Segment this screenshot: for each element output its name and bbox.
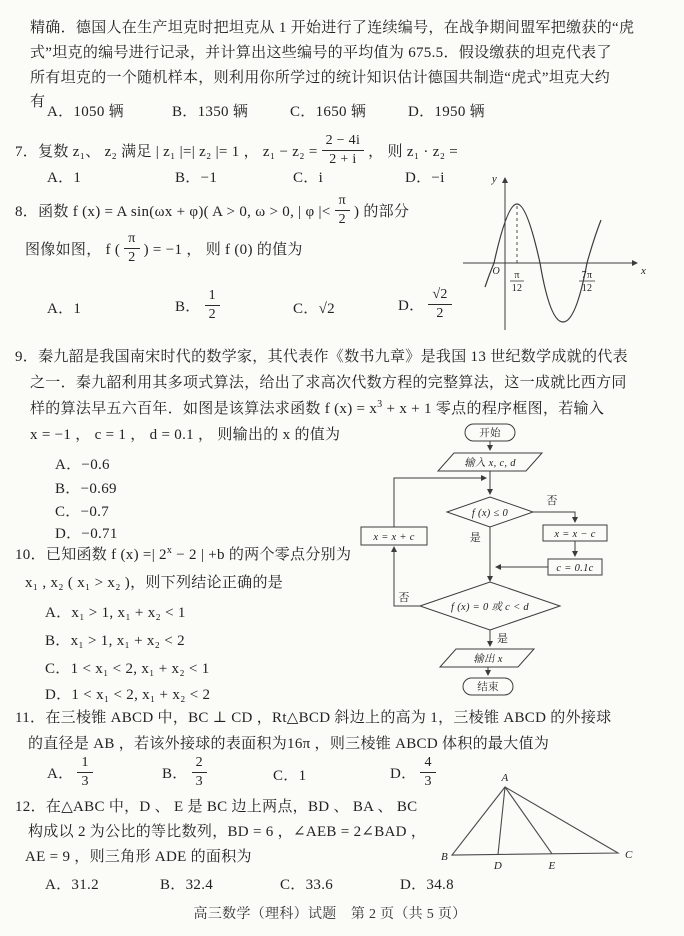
flow-no-1-label: 否 xyxy=(546,495,558,507)
flow-yes-1-label: 是 xyxy=(469,532,481,544)
flow-decision-1-label: f (x) ≤ 0 xyxy=(471,508,509,519)
tick-pi-12-den: 12 xyxy=(511,283,523,294)
q10-line-1: 10．已知函数 f (x) =| $2^x - 2$ | +b 的两个零点分别为 xyxy=(15,545,352,563)
q9-line-1: 9．秦九韶是我国南宋时代的数学家，其代表作《数书九章》是我国 13 世纪数学成就的代表 xyxy=(15,349,628,365)
q7-text-pre: 7．复数 z₁、 z₂ 满足 | z₁ |=| z₂ |= 1 ， z₁ − z₂ = xyxy=(15,143,318,160)
q9-option-d: D．−0.71 xyxy=(55,526,118,542)
q6-line-2: 式”坦克的编号进行记录，并计算出这些编号的平均值为 675.5．假设缴获的坦克代表了 xyxy=(30,45,612,61)
q7-statement xyxy=(15,128,458,172)
cevian-ad xyxy=(498,787,505,855)
q7-fraction: $\frac{2 - 4i}{2 + i}$ xyxy=(322,133,365,167)
q8-option-d-fraction: $\frac{√2}{2}$ xyxy=(428,287,451,321)
q12-line-3: AE = 9 ，则三角形 ADE 的面积为 xyxy=(25,849,252,865)
q7-option-c: C．i xyxy=(293,170,324,186)
flow-input-label: 输入 x, c, d xyxy=(464,458,516,469)
q6-line-4: 有 xyxy=(30,94,46,110)
flow-box-x-plus-c-label: x = x + c xyxy=(373,532,415,543)
q9-flowchart xyxy=(350,420,620,702)
flow-box-x-minus-c-label: x = x − c xyxy=(554,529,596,540)
q10-option-b: B．x₁ > 1, x₁ + x₂ < 2 xyxy=(45,633,185,649)
q8-statement-line2 xyxy=(25,228,303,268)
q12-option-c: C．33.6 xyxy=(280,877,334,893)
flow-no-2-label: 否 xyxy=(398,592,410,604)
triangle-abc xyxy=(452,787,618,855)
q8-option-d: D． $\frac{√2}{2}$ xyxy=(398,284,456,324)
q10-line-2: x₁ , x₂ ( x₁ > x₂ )，则下列结论正确的是 xyxy=(25,575,284,591)
vertex-c-label: C xyxy=(625,849,633,861)
q11-option-a: A． $\frac{1}{3}$ xyxy=(47,752,97,792)
flow-end-label: 结束 xyxy=(477,682,499,693)
flow-start-label: 开始 xyxy=(479,428,501,439)
tick-pi-12-num: π xyxy=(514,270,520,281)
q11-option-b-fraction: $\frac{2}{3}$ xyxy=(192,755,207,789)
flow-connector xyxy=(394,478,486,527)
q8-sine-graph xyxy=(443,170,658,340)
q11-option-c: C．1 xyxy=(273,768,307,784)
point-e-label: E xyxy=(548,860,556,872)
tick-7pi-12-num: 7π xyxy=(581,270,593,281)
q10-option-c: C．1 < x₁ < 2, x₁ + x₂ < 1 xyxy=(45,661,210,677)
q9-option-a: A．−0.6 xyxy=(55,457,110,473)
q8-text-post: ) 的部分 xyxy=(353,203,410,220)
q11-line-2: 的直径是 AB ，若该外接球的表面积为16π ，则三棱锥 ABCD 体积的最大值为 xyxy=(28,736,550,752)
q8-text-l2b: ) = −1 ， 则 f (0) 的值为 xyxy=(143,241,303,258)
q11-option-b: B． $\frac{2}{3}$ xyxy=(162,752,211,792)
q6-option-b: B．1350 辆 xyxy=(172,104,249,120)
flow-box-c-01c-label: c = 0.1c xyxy=(556,563,594,574)
q11-option-a-fraction: $\frac{1}{3}$ xyxy=(77,755,92,789)
q8-option-a: A．1 xyxy=(47,301,82,317)
q6-option-c: C．1650 辆 xyxy=(290,104,367,120)
q12-option-a: A．31.2 xyxy=(45,877,99,893)
q9-option-b: B．−0.69 xyxy=(55,481,117,497)
vertex-a-label: A xyxy=(501,772,509,784)
q10-option-a: A．x₁ > 1, x₁ + x₂ < 1 xyxy=(45,605,186,621)
q9-line-2: 之一．秦九韶利用其多项式算法，给出了求高次代数方程的完整算法，这一成就比西方同 xyxy=(30,375,627,391)
q11-option-d-fraction: $\frac{4}{3}$ xyxy=(420,755,435,789)
q8-text-l2a: 图像如图， f ( xyxy=(25,241,121,258)
y-axis-label: y xyxy=(491,173,497,185)
q11-line-1: 11．在三棱锥 ABCD 中，BC ⊥ CD ，Rt△BCD 斜边上的高为 1，三棱锥 ABCD 的外接球 xyxy=(15,710,612,726)
flow-output-label: 输出 x xyxy=(473,654,503,665)
q12-option-d: D．34.8 xyxy=(400,877,454,893)
cevian-ae xyxy=(505,787,552,854)
flow-connector xyxy=(533,512,575,522)
q7-option-d: D．−i xyxy=(405,170,445,186)
origin-label: O xyxy=(492,266,500,277)
flow-decision-2-label: f (x) = 0 或 c < d xyxy=(451,602,529,613)
q10-option-d: D．1 < x₁ < 2, x₁ + x₂ < 2 xyxy=(45,687,211,703)
x-axis-label: x xyxy=(641,265,647,277)
q11-option-d: D． $\frac{4}{3}$ xyxy=(390,752,440,792)
q7-option-a: A．1 xyxy=(47,170,82,186)
q8-option-c: C．√2 xyxy=(293,301,335,317)
q8-statement-line1 xyxy=(15,190,409,230)
q7-option-b: B．−1 xyxy=(175,170,218,186)
q12-line-2: 构成以 2 为公比的等比数列，BD = 6 ，∠AEB = 2∠BAD ， xyxy=(28,824,427,840)
q9-line-4: x = −1 ， c = 1 ， d = 0.1 ， 则输出的 x 的值为 xyxy=(30,427,341,443)
q12-triangle-diagram xyxy=(435,768,660,886)
point-d-label: D xyxy=(493,860,503,872)
q6-line-3: 所有坦克的一个随机样本，则利用你所学过的统计知识估计德国共制造“虎式”坦克大约 xyxy=(30,70,611,86)
q6-line-1: 精确．德国人在生产坦克时把坦克从 1 开始进行了连续编号，在战争期间盟军把缴获的“虎 xyxy=(30,20,635,36)
q7-text-post: ， 则 z₁ · z₂ = xyxy=(368,143,459,160)
q9-option-c: C．−0.7 xyxy=(55,504,110,520)
q9-line-3: 样的算法早五六百年．如图是该算法求函数 f $(x) = x^3 + x + 1$ 零点的程序框图，若输入 xyxy=(30,399,605,417)
q6-option-d: D．1950 辆 xyxy=(408,104,485,120)
q8-half-pi-fraction: $\frac{\pi}{2}$ xyxy=(335,193,350,227)
q12-line-1: 12．在△ABC 中，D 、 E 是 BC 边上两点，BD 、 BA 、 BC xyxy=(15,799,418,815)
page-footer: 高三数学（理科）试题 第 2 页（共 5 页） xyxy=(193,907,467,922)
q8-text-pre: 8．函数 f (x) = A sin(ωx + φ)( A > 0, ω > 0, | φ |< xyxy=(15,203,331,220)
vertex-b-label: B xyxy=(440,851,448,863)
q8-option-b-fraction: $\frac{1}{2}$ xyxy=(205,288,220,322)
tick-7pi-12-den: 12 xyxy=(581,283,593,294)
q8-option-b: B． $\frac{1}{2}$ xyxy=(175,286,224,324)
q12-option-b: B．32.4 xyxy=(160,877,214,893)
flow-yes-2-label: 是 xyxy=(497,633,509,645)
q6-option-a: A．1050 辆 xyxy=(47,104,124,120)
q8-half-pi-fraction-2: $\frac{\pi}{2}$ xyxy=(124,231,139,265)
